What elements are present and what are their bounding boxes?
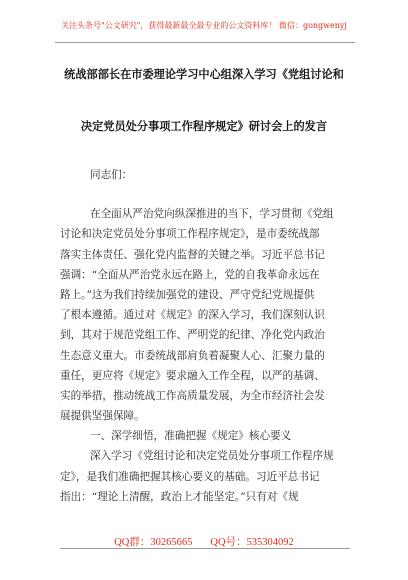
body-line: 讨论和决定党员处分事项工作程序规定》，是市委统战部	[60, 228, 320, 241]
document-body	[60, 165, 352, 507]
page-header	[0, 0, 408, 30]
body-line: 到，其对于规范党组工作、严明党的纪律、净化党内政治	[60, 329, 325, 342]
body-line: 落实主体责任、强化党内监督的关键之举。习近平总书记	[60, 248, 325, 261]
salutation: 同志们：	[90, 169, 133, 181]
footer-divider	[60, 548, 350, 549]
body-line: 了根本遵循。通过对《规定》的深入学习，我们深刻认识	[60, 309, 325, 322]
body-line: 实的举措，推动统战工作高质量发展，为全市经济社会发	[60, 389, 325, 402]
body-line: 定》，是我们准确把握其核心要义的基础。习近平总书记	[60, 470, 320, 483]
body-line: 重任，更应将《规定》要求融入工作全程，以严的基调、	[60, 369, 325, 382]
section-heading: 一、深学细悟，准确把握《规定》核心要义	[90, 430, 292, 443]
paragraph-gap	[60, 185, 352, 204]
body-line: 路上。”这为我们持续加强党的建设、严守党纪党规提供	[60, 288, 315, 301]
body-line: 深入学习《党组讨论和决定党员处分事项工作程序规	[90, 450, 334, 463]
body-line: 强调：“全面从严治党永远在路上，党的自我革命永远在	[60, 268, 320, 281]
page-footer	[0, 534, 408, 549]
footer-qq-number: QQ号：535304092	[210, 537, 294, 548]
body-line: 指出：“理论上清醒，政治上才能坚定。”只有对《规	[60, 490, 299, 503]
body-line: 展提供坚强保障。	[60, 410, 145, 423]
body-line: 在全面从严治党向纵深推进的当下，学习贯彻《党组	[90, 208, 334, 221]
header-promo-text: 关注头条号"公文研究"，获得最新最全最专业的公文资料库！ 微信：gongwenyj	[61, 21, 347, 30]
body-line: 生态意义重大。市委统战部肩负着凝聚人心、汇聚力量的	[60, 349, 325, 362]
header-divider	[55, 42, 355, 43]
document-title-line-1: 统战部部长在市委理论学习中心组深入学习《党组讨论和	[64, 67, 344, 81]
footer-qq-group: QQ群：30265665	[114, 537, 193, 548]
document-title-line-2: 决定党员处分事项工作程序规定》研讨会上的发言	[80, 119, 328, 133]
